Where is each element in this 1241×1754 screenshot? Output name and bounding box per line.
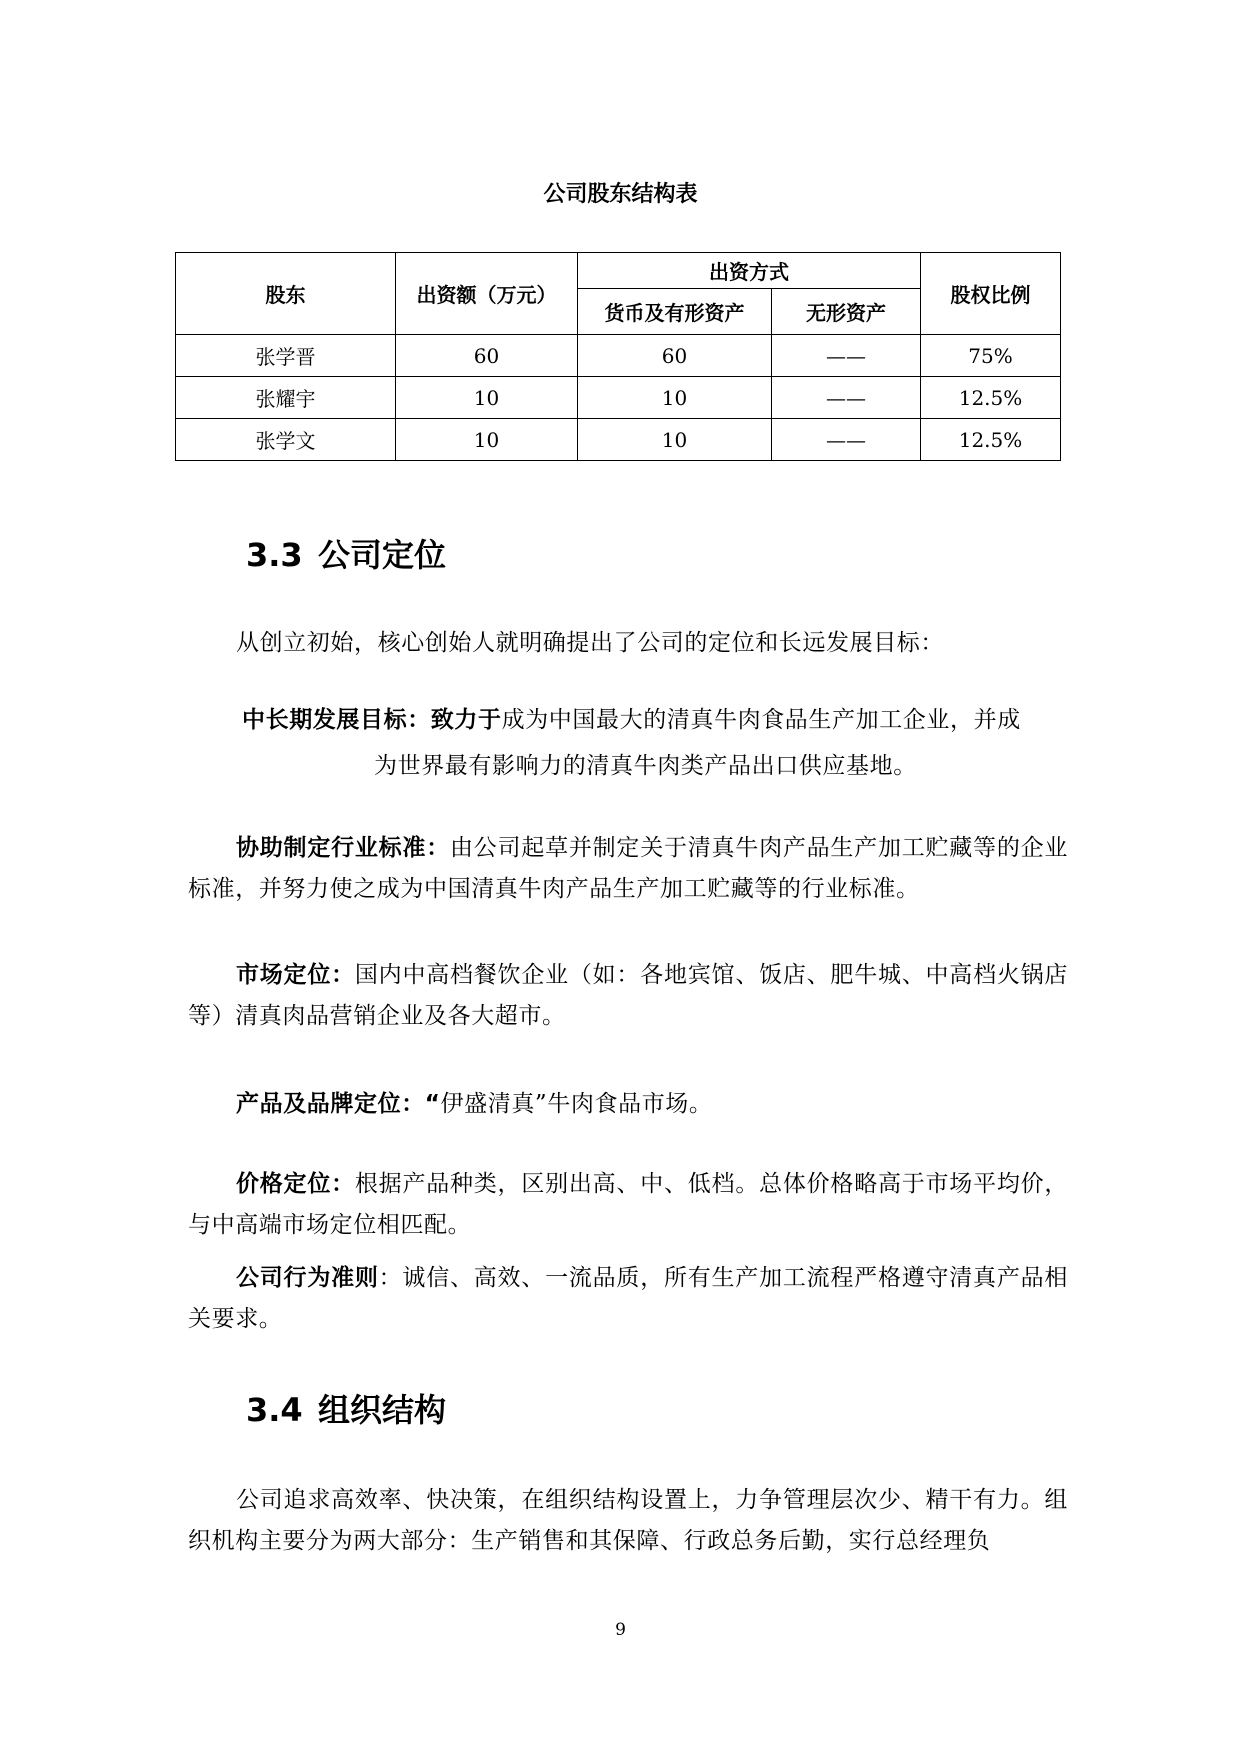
cell-equity: 12.5% [921,419,1061,461]
cell-equity: 12.5% [921,377,1061,419]
header-shareholder: 股东 [176,253,396,335]
section-number: 3.3 [246,536,303,574]
table-row [176,377,1061,419]
table-row [176,335,1061,377]
section-34-heading [246,1390,446,1430]
header-capital: 出资额（万元） [396,253,578,335]
market-paragraph [188,955,1068,1037]
brand-text: 伊盛清真”牛肉食品市场。 [440,1091,713,1117]
cell-capital: 10 [396,377,578,419]
header-method: 出资方式 [578,253,921,289]
brand-paragraph [188,1084,1068,1125]
goal-paragraph-line2: 为世界最有影响力的清真牛肉类产品出口供应基地。 [374,753,917,779]
conduct-paragraph [188,1258,1068,1340]
market-text: 国内中高档餐饮企业（如：各地宾馆、饭店、肥牛城、中高档火锅店等）清真肉品营销企业及各大超市。 [188,962,1069,1029]
brand-label: 产品及品牌定位：“ [236,1091,441,1117]
section-33-heading [246,535,446,575]
cell-equity: 75% [921,335,1061,377]
org-structure-paragraph: 公司追求高效率、快决策，在组织结构设置上，力争管理层次少、精干有力。组织机构主要分为两大部分：生产销售和其保障、行政总务后勤，实行总经理负 [188,1487,1068,1554]
cell-cash: 10 [578,419,772,461]
shareholder-table [175,252,1061,461]
header-method-cash: 货币及有形资产 [578,289,772,335]
goal-text-1: 成为中国最大的清真牛肉食品生产加工企业，并成 [501,707,1021,733]
page-number: 9 [615,1620,626,1640]
cell-intangible: —— [772,377,921,419]
cell-name: 张学晋 [176,335,396,377]
price-label: 价格定位： [236,1171,355,1197]
goal-label: 中长期发展目标：致力于 [242,707,502,733]
standard-text: 由公司起草并制定关于清真牛肉产品生产加工贮藏等的企业标准，并努力使之成为中国清真牛肉产品生产加工贮藏等的行业标准。 [188,835,1068,902]
standard-paragraph [188,828,1068,910]
cell-cash: 60 [578,335,772,377]
header-equity: 股权比例 [921,253,1061,335]
cell-name: 张学文 [176,419,396,461]
positioning-intro: 从创立初始，核心创始人就明确提出了公司的定位和长远发展目标： [236,630,944,656]
cell-intangible: —— [772,419,921,461]
cell-capital: 60 [396,335,578,377]
cell-cash: 10 [578,377,772,419]
cell-intangible: —— [772,335,921,377]
section-title: 公司定位 [318,536,447,574]
section-number: 3.4 [246,1391,303,1429]
standard-label: 协助制定行业标准： [236,835,450,861]
conduct-text: ：诚信、高效、一流品质，所有生产加工流程严格遵守清真产品相关要求。 [188,1265,1068,1332]
price-text: 根据产品种类，区别出高、中、低档。总体价格略高于市场平均价，与中高端市场定位相匹配。 [188,1171,1069,1238]
goal-paragraph-line1 [242,700,1082,741]
table-title: 公司股东结构表 [543,182,698,207]
cell-name: 张耀宇 [176,377,396,419]
conduct-label: 公司行为准则 [236,1265,379,1291]
header-method-intangible: 无形资产 [772,289,921,335]
cell-capital: 10 [396,419,578,461]
section-title: 组织结构 [318,1391,447,1429]
market-label: 市场定位： [236,962,355,988]
price-paragraph [188,1164,1068,1246]
table-row [176,419,1061,461]
